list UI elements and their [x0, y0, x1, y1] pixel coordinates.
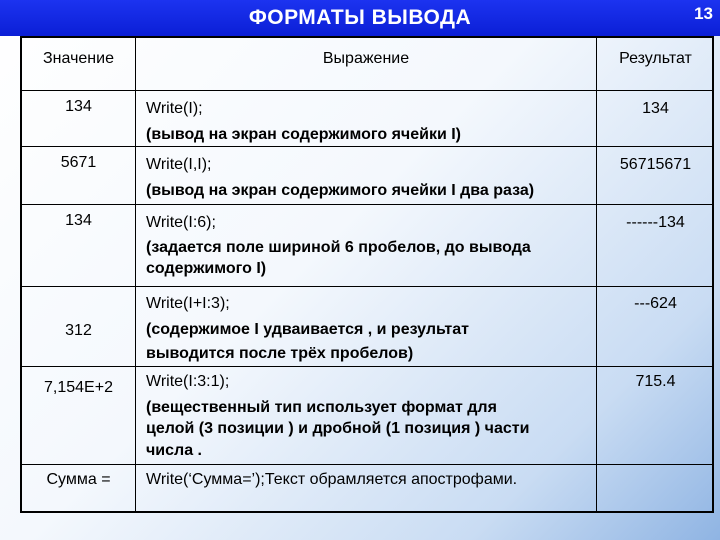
page-number: 13 — [694, 4, 713, 23]
row-code: Write(I:3:1); — [146, 373, 230, 390]
row-divider — [22, 204, 712, 205]
row-description: (задается поле шириной 6 пробелов, до вывода — [146, 239, 531, 256]
row-value: 134 — [65, 212, 92, 229]
row-description: (вывод на экран содержимого ячейки I) — [146, 126, 461, 143]
row-divider — [22, 286, 712, 287]
row-description: выводится после трёх пробелов) — [146, 345, 414, 362]
row-value: 312 — [65, 322, 92, 339]
header-expression: Выражение — [322, 50, 410, 67]
row-description: целой (3 позиции ) и дробной (1 позиция ) части — [146, 420, 530, 437]
header-value: Значение — [43, 50, 114, 67]
row-result: 56715671 — [619, 156, 692, 173]
row-code: Write(I:6); — [146, 214, 216, 231]
row-value: 5671 — [60, 154, 97, 171]
formats-table — [20, 36, 714, 513]
row-result: 134 — [642, 100, 669, 117]
row-code: Write(I); — [146, 100, 203, 117]
row-code: Write(I,I); — [146, 156, 212, 173]
row-value: 134 — [65, 98, 92, 115]
row-description: (вывод на экран содержимого ячейки I два раза) — [146, 182, 535, 199]
slide-title: ФОРМАТЫ ВЫВОДА — [248, 6, 472, 29]
row-divider — [22, 366, 712, 367]
row-description: (вещественный тип использует формат для — [146, 399, 497, 416]
row-code: Write(‘Сумма=’);Текст обрамляется апострофами. — [146, 471, 518, 488]
row-description: содержимого I) — [146, 260, 267, 277]
row-result: ------134 — [626, 214, 685, 231]
row-result: 715.4 — [635, 373, 676, 390]
title-bar — [0, 0, 720, 36]
column-divider — [135, 38, 136, 511]
row-value: 7,154E+2 — [44, 379, 113, 396]
header-result: Результат — [619, 50, 692, 67]
row-description: (содержимое I удваивается , и результат — [146, 321, 469, 338]
row-result: ---624 — [634, 295, 677, 312]
row-code: Write(I+I:3); — [146, 295, 230, 312]
row-divider — [22, 464, 712, 465]
row-divider — [22, 90, 712, 91]
row-value: Сумма = — [46, 471, 111, 488]
row-description: числа . — [146, 442, 202, 459]
